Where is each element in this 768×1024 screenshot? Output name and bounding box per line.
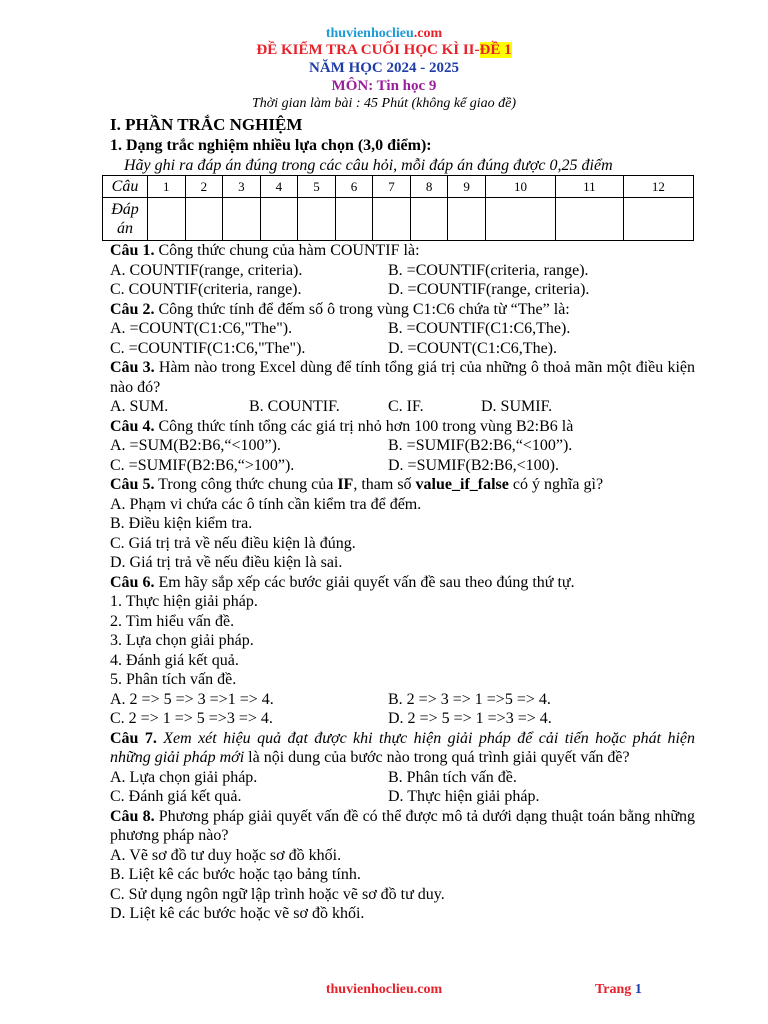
question-label: Câu 5. — [110, 476, 155, 493]
header-site — [0, 26, 768, 42]
options-row — [110, 436, 695, 456]
question-keyword: IF — [337, 476, 354, 493]
subject: MÔN: Tin học 9 — [331, 78, 437, 94]
option-d: D. Giá trị trả về nếu điều kiện là sai. — [110, 554, 343, 571]
exam-title-main: ĐỀ KIỂM TRA CUỐI HỌC KÌ II- — [256, 42, 480, 58]
question-text: là nội dung của bước nào trong quá trình giải quyết vấn đề? — [244, 749, 630, 766]
footer-page-number: 1 — [634, 982, 642, 997]
options-row — [110, 339, 695, 359]
step-item: 3. Lựa chọn giải pháp. — [110, 632, 254, 649]
option-c: C. Đánh giá kết quả. — [110, 788, 242, 805]
answer-table-number: 5 — [298, 176, 336, 198]
question-1 — [110, 241, 695, 261]
footer-page-label: Trang — [595, 982, 635, 997]
option-a: A. =SUM(B2:B6,“<100”). — [110, 437, 281, 454]
answer-table-header-row — [103, 176, 694, 198]
exam-title — [0, 42, 768, 59]
answer-table-number: 12 — [623, 176, 693, 198]
question-label: Câu 8. — [110, 807, 155, 825]
exam-title-code: ĐỀ 1 — [479, 42, 512, 58]
option-d: D. 2 => 5 => 1 =>3 => 4. — [388, 710, 552, 727]
option-d: D. SUMIF. — [481, 398, 553, 415]
option-a: A. =COUNT(C1:C6,"The"). — [110, 320, 293, 337]
question-label: Câu 6. — [110, 573, 155, 591]
answer-cell[interactable] — [260, 198, 298, 241]
step-item: 5. Phân tích vấn đề. — [110, 671, 237, 688]
options-row — [110, 280, 695, 300]
answer-table — [102, 175, 694, 241]
question-italic-text: Xem xét hiệu quả đạt được khi thực hiện giải pháp để cải tiến hoặc phát hiện những giải pháp mới — [110, 729, 696, 766]
options-row — [110, 319, 695, 339]
answer-cell[interactable] — [373, 198, 411, 241]
answer-cell[interactable] — [485, 198, 555, 241]
option-d: D. =SUMIF(B2:B6,<100). — [388, 456, 559, 474]
question-4 — [110, 417, 695, 437]
answer-table-number: 2 — [185, 176, 223, 198]
question-3 — [110, 358, 695, 397]
question-8 — [110, 807, 695, 846]
footer-site: thuvienhoclieu.com — [325, 982, 443, 997]
option-d: D. =COUNTIF(range, criteria). — [388, 281, 590, 298]
answer-cell[interactable] — [185, 198, 223, 241]
option-b: B. Liệt kê các bước hoặc tạo bảng tính. — [110, 866, 361, 883]
option-b: B. =COUNTIF(C1:C6,The). — [388, 320, 571, 337]
answer-label-line2: án — [117, 220, 133, 237]
question-text: Công thức chung của hàm COUNTIF là: — [154, 242, 420, 259]
exam-content — [110, 114, 695, 924]
question-label: Câu 3. — [110, 359, 155, 376]
answer-table-number: 8 — [410, 176, 448, 198]
answer-table-number: 6 — [335, 176, 373, 198]
question-7 — [110, 729, 695, 768]
answer-table-number: 3 — [223, 176, 261, 198]
option-a: A. Vẽ sơ đồ tư duy hoặc sơ đồ khối. — [110, 846, 342, 864]
option-c: C. 2 => 1 => 5 =>3 => 4. — [110, 710, 273, 727]
option-d: D. Thực hiện giải pháp. — [388, 788, 540, 805]
options-row — [110, 456, 695, 476]
question-text: có ý nghĩa gì? — [508, 476, 604, 493]
question-text: Công thức tính tổng các giá trị nhỏ hơn 100 trong vùng B2:B6 là — [154, 417, 574, 435]
answer-cell[interactable] — [556, 198, 624, 241]
option-d: D. =COUNT(C1:C6,The). — [388, 339, 558, 357]
question-label: Câu 7. — [110, 729, 157, 747]
answer-table-answer-label — [103, 198, 148, 241]
answer-table-number: 11 — [556, 176, 624, 198]
option-c: C. =COUNTIF(C1:C6,"The"). — [110, 339, 306, 357]
question-text: Phương pháp giải quyết vấn đề có thể được mô tả dưới dạng thuật toán bằng những phương pháp nào? — [110, 807, 695, 844]
options-row — [110, 261, 695, 281]
answer-cell[interactable] — [410, 198, 448, 241]
options-row — [110, 690, 695, 710]
option-a: A. Lựa chọn giải pháp. — [110, 768, 258, 786]
answer-label-line1: Đáp — [111, 201, 139, 218]
question-text: Công thức tính để đếm số ô trong vùng C1:C6 chứa từ “The” là: — [154, 300, 570, 318]
option-b: B. =SUMIF(B2:B6,“<100”). — [388, 437, 573, 454]
option-a: A. SUM. — [110, 398, 169, 415]
header-site-name: thuvienhoclieu — [325, 26, 414, 41]
question-keyword: value_if_false — [415, 476, 509, 493]
option-b: B. 2 => 3 => 1 =>5 => 4. — [388, 690, 551, 708]
footer-page — [595, 982, 642, 998]
time-limit: Thời gian làm bài : 45 Phút (không kể giao đề) — [251, 96, 517, 111]
step-item: 4. Đánh giá kết quả. — [110, 651, 239, 669]
answer-cell[interactable] — [448, 198, 486, 241]
question-2 — [110, 300, 695, 320]
section-instruction: Hãy ghi ra đáp án đúng trong các câu hỏi, mỗi đáp án đúng được 0,25 điểm — [124, 156, 613, 174]
question-text: Trong công thức chung của — [154, 476, 338, 493]
section-subtitle: 1. Dạng trắc nghiệm nhiều lựa chọn (3,0 điểm): — [110, 137, 432, 154]
question-label: Câu 1. — [110, 242, 155, 259]
header-site-domain: .com — [413, 26, 443, 41]
option-d: D. Liệt kê các bước hoặc vẽ sơ đồ khối. — [110, 905, 365, 922]
options-row — [110, 709, 695, 729]
answer-table-number: 7 — [373, 176, 411, 198]
answer-table-number: 1 — [148, 176, 186, 198]
question-5 — [110, 475, 695, 495]
step-item: 1. Thực hiện giải pháp. — [110, 593, 258, 610]
option-c: C. Giá trị trả về nếu điều kiện là đúng. — [110, 534, 356, 552]
option-a: A. COUNTIF(range, criteria). — [110, 261, 303, 279]
options-row — [110, 787, 695, 807]
answer-table-number: 9 — [448, 176, 486, 198]
option-b: B. COUNTIF. — [249, 398, 340, 415]
question-6 — [110, 573, 695, 593]
answer-cell[interactable] — [223, 198, 261, 241]
option-b: B. Điều kiện kiểm tra. — [110, 515, 253, 532]
answer-table-question-label: Câu — [103, 176, 148, 198]
section-title: I. PHẦN TRẮC NGHIỆM — [110, 115, 303, 134]
answer-cell[interactable] — [148, 198, 186, 241]
answer-cell[interactable] — [335, 198, 373, 241]
step-item: 2. Tìm hiểu vấn đề. — [110, 612, 235, 630]
option-b: B. =COUNTIF(criteria, range). — [388, 261, 589, 279]
option-c: C. Sử dụng ngôn ngữ lập trình hoặc vẽ sơ đồ tư duy. — [110, 885, 445, 903]
question-text: Em hãy sắp xếp các bước giải quyết vấn đề sau theo đúng thứ tự. — [154, 573, 575, 591]
question-label: Câu 4. — [110, 417, 155, 435]
option-c: C. COUNTIF(criteria, range). — [110, 281, 302, 298]
answer-table-answer-row — [103, 198, 694, 241]
school-year: NĂM HỌC 2024 - 2025 — [309, 60, 459, 76]
question-text: Hàm nào trong Excel dùng để tính tổng giá trị của những ô thoả mãn một điều kiện nào đó? — [110, 359, 696, 396]
option-b: B. Phân tích vấn đề. — [388, 768, 517, 786]
answer-cell[interactable] — [298, 198, 336, 241]
option-c: C. =SUMIF(B2:B6,“>100”). — [110, 456, 295, 474]
option-c: C. IF. — [388, 398, 424, 415]
option-a: A. Phạm vi chứa các ô tính cần kiểm tra để đếm. — [110, 495, 422, 513]
answer-table-number: 10 — [485, 176, 555, 198]
option-a: A. 2 => 5 => 3 =>1 => 4. — [110, 690, 274, 708]
answer-table-number: 4 — [260, 176, 298, 198]
options-row — [110, 397, 695, 417]
question-label: Câu 2. — [110, 300, 155, 318]
question-text: , tham số — [353, 476, 416, 493]
options-row — [110, 768, 695, 788]
answer-cell[interactable] — [623, 198, 693, 241]
